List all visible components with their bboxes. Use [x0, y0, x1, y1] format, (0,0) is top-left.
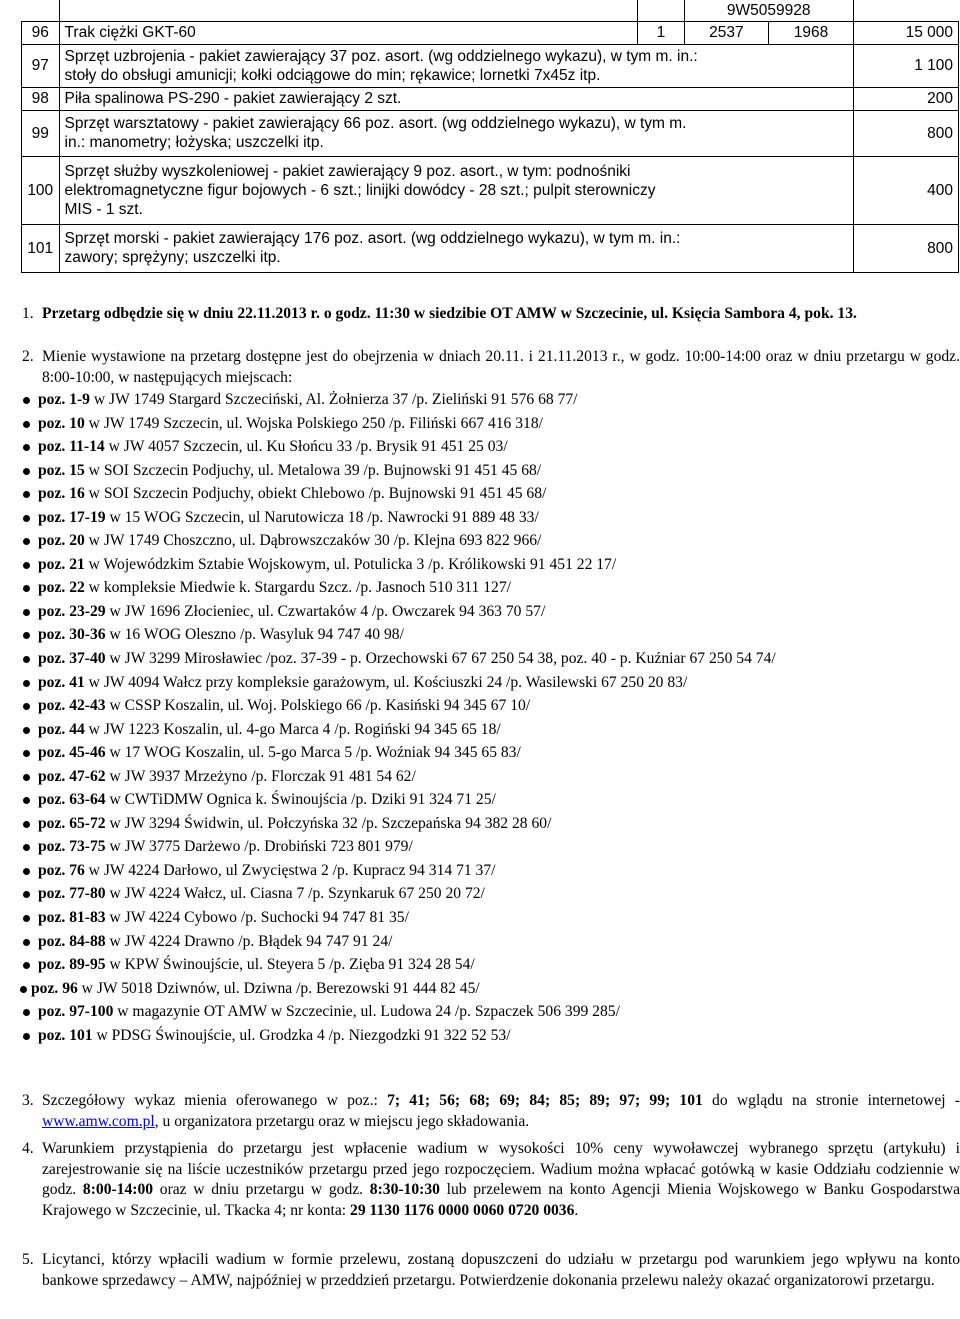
row-price: 800 [853, 110, 958, 156]
bullet-icon [20, 986, 27, 993]
bullet-icon [23, 915, 30, 922]
row-value-b: 2537 [684, 21, 769, 44]
position-range: poz. 76 [38, 861, 85, 879]
position-range: poz. 73-75 [38, 838, 106, 856]
bullet-icon [23, 750, 30, 757]
position-range: poz. 89-95 [38, 956, 106, 974]
row-description-line: Sprzęt służby wyszkoleniowej - pakiet zawierający 9 poz. asort., w tym: podnośniki [64, 162, 631, 180]
paragraph-2 [22, 347, 960, 388]
list-item [22, 647, 960, 671]
place-details: w JW 4224 Drawno /p. Błądek 94 747 91 24/ [105, 932, 393, 950]
bullet-icon [23, 1009, 30, 1016]
bullet-icon [23, 939, 30, 946]
list-item [22, 859, 960, 883]
place-details: w SOI Szczecin Podjuchy, obiekt Chlebowo /p. Bujnowski 91 451 45 68/ [84, 485, 547, 503]
row-price: 400 [853, 156, 958, 224]
paragraph-text: Przetarg odbędzie się w dniu 22.11.2013 r. o godz. 11:30 w siedzibie OT AMW w Szczecinie, ul. Księcia Sambora 4, pok. 13. [42, 305, 857, 322]
list-item [22, 529, 960, 553]
list-item [22, 788, 960, 812]
position-range: poz. 84-88 [38, 932, 106, 950]
list-item [22, 718, 960, 742]
row-description [59, 110, 853, 156]
bullet-icon [23, 774, 30, 781]
list-item [22, 882, 960, 906]
row-year: 1968 [769, 21, 854, 44]
position-range: poz. 101 [38, 1026, 93, 1044]
list-item [22, 906, 960, 930]
list-item [22, 930, 960, 954]
place-details: w JW 3294 Świdwin, ul. Połczyńska 32 /p. Szczepańska 94 382 28 60/ [105, 814, 552, 832]
bullet-icon [23, 515, 30, 522]
bullet-icon [23, 868, 30, 875]
row-number: 97 [22, 44, 60, 87]
position-range: poz. 63-64 [38, 791, 106, 809]
paragraph-number: 2. [22, 348, 34, 365]
place-details: w SOI Szczecin Podjuchy, ul. Metalowa 39 /p. Bujnowski 91 451 45 68/ [84, 461, 542, 479]
list-item [22, 412, 960, 436]
place-details: w JW 5018 Dziwnów, ul. Dziwna /p. Berezowski 91 444 82 45/ [77, 979, 480, 997]
position-range: poz. 97-100 [38, 1003, 114, 1021]
row-price: 1 100 [853, 44, 958, 87]
position-range: poz. 44 [38, 720, 85, 738]
paragraph-3 [22, 1091, 960, 1132]
row-quantity: 1 [638, 21, 684, 44]
position-range: poz. 10 [38, 414, 85, 432]
place-details: w JW 4057 Szczecin, ul. Ku Słońcu 33 /p. Brysik 91 451 25 03/ [104, 438, 508, 456]
row-price: 800 [853, 224, 958, 272]
list-item [22, 623, 960, 647]
website-link[interactable]: www.amw.com.pl [42, 1112, 155, 1130]
place-details: w JW 4224 Wałcz, ul. Ciasna 7 /p. Szynkaruk 67 250 20 72/ [105, 885, 485, 903]
row-description: Piła spalinowa PS-290 - pakiet zawierający 2 szt. [59, 87, 853, 110]
place-details: w JW 3299 Mirosławiec /poz. 37-39 - p. Orzechowski 67 67 250 54 38, poz. 40 - p. Kuźniar 67 250 54 74/ [105, 650, 776, 668]
place-details: w JW 1749 Szczecin, ul. Wojska Polskiego 250 /p. Filiński 667 416 318/ [84, 414, 543, 432]
position-range: poz. 21 [38, 555, 85, 573]
place-details: w CSSP Koszalin, ul. Woj. Polskiego 66 /p. Kasiński 94 345 67 10/ [105, 697, 531, 715]
paragraph-text [42, 1139, 960, 1221]
row-description-line: in.: manometry; łożyska; uszczelki itp. [64, 134, 324, 151]
position-range: poz. 77-80 [38, 885, 106, 903]
text-segment: Warunkiem przystąpienia do przetargu jest wpłacenie wadium w wysokości 10% ceny wywoławczej wybranego sprzętu (artykułu) i zarejestrowanie się na liście uczestników przetargu przed jego rozpoczęciem. Wadium można wpłacać gotówką w kasie Oddziału codziennie w godz. [42, 1140, 960, 1198]
table-row [22, 44, 959, 87]
row-description-line: zawory; sprężyny; uszczelki itp. [64, 249, 281, 266]
bullet-icon [23, 962, 30, 969]
bullet-icon [23, 609, 30, 616]
row-description-line: MIS - 1 szt. [64, 200, 143, 218]
bullet-icon [23, 468, 30, 475]
place-details: w JW 3937 Mrzeżyno /p. Florczak 91 481 54 62/ [105, 767, 416, 785]
bold-hours: 8:00-14:00 [82, 1181, 154, 1198]
row-description-line: Sprzęt warsztatowy - pakiet zawierający 66 poz. asort. (wg oddzielnego wykazu), w tym m. [64, 115, 687, 132]
text-segment: , u organizatora przetargu oraz w miejscu jego składowania. [154, 1112, 530, 1130]
list-item [22, 459, 960, 483]
row-description-line: Sprzęt morski - pakiet zawierający 176 poz. asort. (wg oddzielnego wykazu), w tym m. in.: [64, 230, 681, 247]
list-item [22, 835, 960, 859]
list-item [22, 741, 960, 765]
list-item [22, 482, 960, 506]
paragraph-number: 5. [22, 1251, 34, 1268]
place-details: w JW 4094 Wałcz przy kompleksie garażowym, ul. Kościuszki 24 /p. Wasilewski 67 250 20 83/ [84, 673, 688, 691]
row-description [59, 224, 853, 272]
position-range: poz. 45-46 [38, 744, 106, 762]
bold-hours: 8:30-10:30 [369, 1181, 440, 1198]
bullet-icon [23, 562, 30, 569]
paragraph-4 [22, 1139, 960, 1221]
position-range: poz. 42-43 [38, 697, 106, 715]
paragraph-number: 1. [22, 305, 34, 322]
row-price: 200 [853, 87, 958, 110]
list-item [22, 553, 960, 577]
position-range: poz. 41 [38, 673, 85, 691]
position-range: poz. 47-62 [38, 767, 106, 785]
table-row [22, 21, 959, 44]
list-item [22, 953, 960, 977]
place-details: w JW 1223 Koszalin, ul. 4-go Marca 4 /p. Rogiński 94 345 65 18/ [84, 720, 501, 738]
list-item [22, 1000, 960, 1024]
inspection-places-list [22, 388, 960, 1047]
bullet-icon [23, 491, 30, 498]
bullet-icon [23, 656, 30, 663]
bullet-icon [23, 680, 30, 687]
place-details: w JW 1696 Złocieniec, ul. Czwartaków 4 /p. Owczarek 94 363 70 57/ [105, 602, 546, 620]
row-number: 96 [22, 21, 60, 44]
paragraph-text: Mienie wystawione na przetarg dostępne jest do obejrzenia w dniach 20.11. i 21.11.2013 r., w godz. 10:00-14:00 oraz w dniu przetargu w godz. 8:00-10:00, w następujących miejscach: [42, 348, 960, 386]
list-item [22, 506, 960, 530]
paragraph-number: 4. [22, 1140, 34, 1157]
position-range: poz. 65-72 [38, 814, 106, 832]
bank-account-number: 29 1130 1176 0000 0060 0720 0036 [350, 1201, 575, 1219]
text-segment: do wglądu na stronie internetowej - [702, 1092, 960, 1109]
position-range: poz. 16 [38, 485, 85, 503]
paragraph-number: 3. [22, 1092, 34, 1109]
place-details: w JW 4224 Darłowo, ul Zwycięstwa 2 /p. Kupracz 94 314 71 37/ [84, 861, 496, 879]
position-range: poz. 15 [38, 461, 85, 479]
row-description-line: stoły do obsługi amunicji; kołki odciągowe do min; rękawice; lornetki 7x45z itp. [64, 66, 601, 84]
position-range: poz. 20 [38, 532, 85, 550]
items-table [21, 0, 959, 273]
place-details: w magazynie OT AMW w Szczecinie, ul. Ludowa 24 /p. Szpaczek 506 399 285/ [113, 1003, 620, 1021]
list-item [22, 694, 960, 718]
row-number: 98 [22, 87, 60, 110]
bullet-icon [23, 632, 30, 639]
position-range: poz. 96 [31, 979, 78, 997]
bullet-icon [23, 891, 30, 898]
bullet-icon [23, 797, 30, 804]
place-details: w 16 WOG Oleszno /p. Wasyluk 94 747 40 98/ [105, 626, 404, 644]
row-description: Trak ciężki GKT-60 [59, 21, 638, 44]
list-item [22, 435, 960, 459]
bold-positions: 7; 41; 56; 68; 69; 84; 85; 89; 97; 99; 101 [387, 1092, 703, 1109]
list-item [22, 765, 960, 789]
row-description-line: elektromagnetyczne figur bojowych - 6 szt.; linijki dowódcy - 28 szt.; pulpit sterowniczy [64, 181, 656, 199]
position-range: poz. 81-83 [38, 909, 106, 927]
bullet-icon [23, 1033, 30, 1040]
table-row [22, 156, 959, 224]
list-item [22, 576, 960, 600]
list-item [22, 600, 960, 624]
place-details: w PDSG Świnoujście, ul. Grodzka 4 /p. Niezgodzki 91 322 52 53/ [92, 1026, 511, 1044]
row-price: 15 000 [853, 21, 958, 44]
table-row [22, 224, 959, 272]
place-details: w KPW Świnoujście, ul. Steyera 5 /p. Zięba 91 324 28 54/ [105, 956, 475, 974]
bullet-icon [23, 821, 30, 828]
position-range: poz. 23-29 [38, 602, 106, 620]
place-details: w CWTiDMW Ognica k. Świnoujścia /p. Dziki 91 324 71 25/ [105, 791, 496, 809]
position-range: poz. 17-19 [38, 508, 106, 526]
bullet-icon [23, 538, 30, 545]
place-details: w 15 WOG Szczecin, ul Narutowicza 18 /p. Nawrocki 91 889 48 33/ [105, 508, 539, 526]
paragraph-text [42, 1091, 960, 1132]
paragraph-5 [22, 1250, 960, 1291]
bullet-icon [23, 397, 30, 404]
text-segment: oraz w dniu przetargu w godz. [153, 1181, 370, 1198]
table-row [22, 110, 959, 156]
list-item [22, 1024, 960, 1048]
list-item [22, 388, 960, 412]
table-header-row [22, 0, 959, 21]
position-range: poz. 30-36 [38, 626, 106, 644]
paragraph-1 [22, 304, 960, 325]
position-range: poz. 11-14 [38, 438, 105, 456]
row-description [59, 156, 853, 224]
bullet-icon [23, 585, 30, 592]
row-description-line: Sprzęt uzbrojenia - pakiet zawierający 37 poz. asort. (wg oddzielnego wykazu), w tym m. in.: [64, 47, 698, 65]
place-details: w Wojewódzkim Sztabie Wojskowym, ul. Potulicka 3 /p. Królikowski 91 451 22 17/ [84, 555, 617, 573]
bullet-icon [23, 727, 30, 734]
place-details: w JW 4224 Cybowo /p. Suchocki 94 747 81 35/ [105, 909, 409, 927]
list-item [22, 977, 960, 1001]
row-number: 101 [22, 224, 60, 272]
position-range: poz. 22 [38, 579, 85, 597]
paragraph-text: Licytanci, którzy wpłacili wadium w formie przelewu, zostaną dopuszczeni do udziału w przetargu pod warunkiem jego wpływu na konto bankowe sprzedawcy – AMW, najpóźniej w przeddzień przetargu. Potwierdzenie dokonania przelewu należy okazać organizatorowi przetargu. [42, 1251, 960, 1289]
place-details: w kompleksie Miedwie k. Stargardu Szcz. /p. Jasnoch 510 311 127/ [84, 579, 511, 597]
bullet-icon [23, 844, 30, 851]
bullet-icon [23, 444, 30, 451]
position-range: poz. 1-9 [38, 391, 90, 408]
row-number: 100 [22, 156, 60, 224]
text-segment: lub przelewem na konto Agencji Mienia Wojskowego w Banku Gospodarstwa Krajowego w Szczecinie, ul. Tkacka 4; nr konta: [42, 1181, 960, 1219]
list-item [22, 671, 960, 695]
text-segment: . [574, 1201, 579, 1219]
place-details: w JW 1749 Stargard Szczeciński, Al. Żołnierza 37 /p. Zieliński 91 576 68 77/ [89, 391, 578, 408]
place-details: w JW 3775 Darżewo /p. Drobiński 723 801 979/ [105, 838, 413, 856]
row-number: 99 [22, 110, 60, 156]
table-row [22, 87, 959, 110]
document-code: 9W5059928 [684, 0, 853, 21]
bullet-icon [23, 421, 30, 428]
text-segment: Szczegółowy wykaz mienia oferowanego w poz.: [42, 1092, 388, 1109]
place-details: w JW 1749 Choszczno, ul. Dąbrowszczaków 30 /p. Klejna 693 822 966/ [84, 532, 542, 550]
list-item [22, 812, 960, 836]
bullet-icon [23, 703, 30, 710]
row-description [59, 44, 853, 87]
place-details: w 17 WOG Koszalin, ul. 5-go Marca 5 /p. Woźniak 94 345 65 83/ [105, 744, 521, 762]
position-range: poz. 37-40 [38, 650, 106, 668]
